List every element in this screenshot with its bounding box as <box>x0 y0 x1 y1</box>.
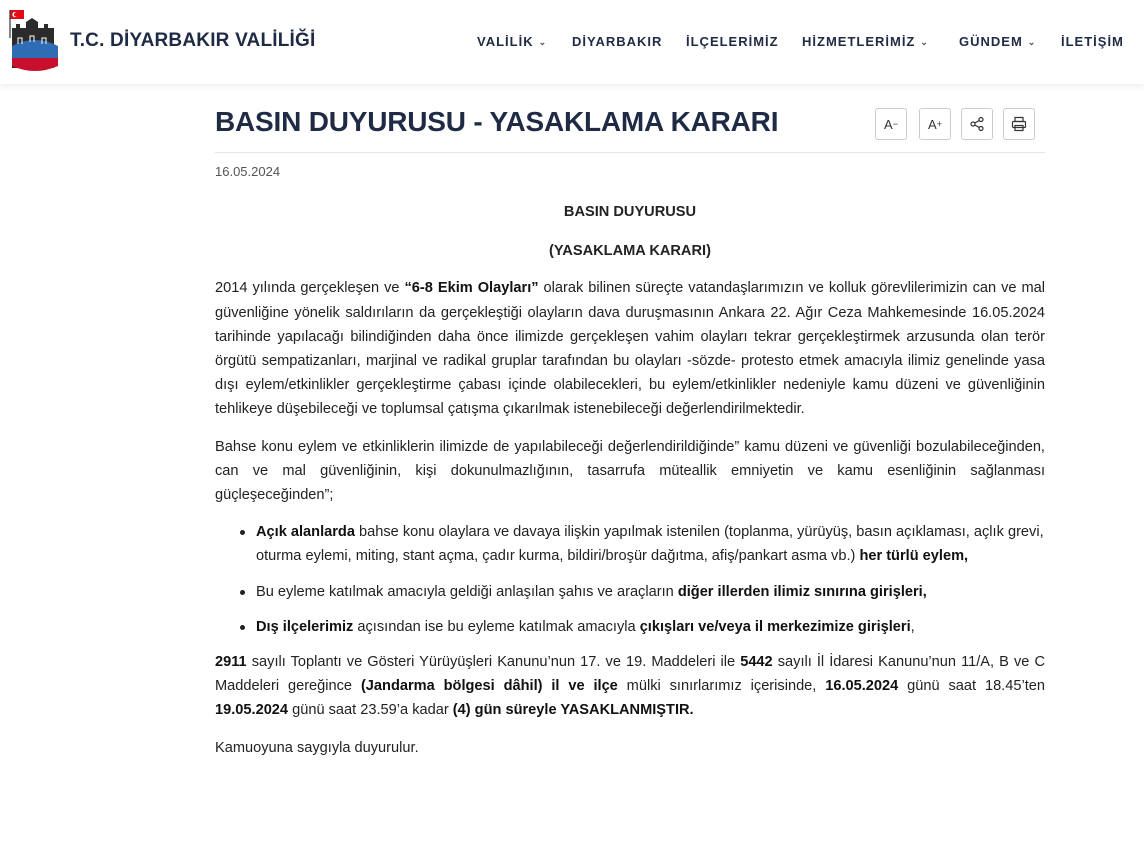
text-bold: 16.05.2024 <box>825 678 899 695</box>
nav-label: HİZMETLERİMİZ <box>802 34 916 49</box>
text-span: mülki sınırlarımız içerisinde, <box>617 678 826 695</box>
text-span: bahse konu olaylara ve davaya ilişkin yapılmak istenilen (toplanma, yürüyüş, basın açıklaması, açlık grevi, oturma eylemi, miting, stant açma, çadır kurma, bildiri/broşür dağıtma, afiş/pankart asma vb.) <box>256 524 1044 565</box>
nav-label: VALİLİK <box>477 34 534 49</box>
text-span: , <box>910 618 915 635</box>
text-span: günü saat 18.45’ten <box>898 678 1046 695</box>
text-span: sayılı Toplantı ve Gösteri Yürüyüşleri Kanunu’nun 17. ve 19. Maddeleri ile <box>246 654 741 671</box>
article-tools <box>875 108 1045 140</box>
article-date: 16.05.2024 <box>215 164 281 179</box>
site-header <box>0 0 1144 84</box>
nav-item-ilcelerimiz[interactable] <box>686 34 779 49</box>
list-item <box>215 580 1045 604</box>
decrease-font-button[interactable] <box>875 108 907 140</box>
share-button[interactable] <box>961 108 993 140</box>
text-span: günü saat 23.59’a kadar <box>288 702 453 719</box>
text-span: Bu eyleme katılmak amacıyla geldiği anlaşılan şahıs ve araçların <box>256 583 678 600</box>
text-bold: “6-8 Ekim Olayları” <box>404 280 539 297</box>
list-item <box>215 520 1045 568</box>
text-bold: çıkışları ve/veya il merkezimize girişleri <box>639 618 911 635</box>
text-bold: diğer illerden ilimiz sınırına girişleri, <box>677 583 927 600</box>
text-span: olarak bilinen süreçte vatandaşlarımızın ve kolluk görevlilerimizin can ve mal güvenliğine yönelik saldırıların da gerçekleştiği olayların dava duruşmasının Ankara 22. Ağır Ceza Mahkemesinde 16.05.2024 tarihinde yapılacağı bilindiğinden daha önce ilimizde gerçekleşen vahim olayları tekrar gerçekleştirmek arzusunda olan terör örgütü sempatizanları, marjinal ve radikal gruplar tarafından bu olayları -sözde- protesto etmek amacıyla ilimiz genelinde yasa dışı eylem/etkinlikler gerçekleştirme çabası içinde olabilecekleri, bu eylem/etkinlikler nedeniyle kamu düzeni ve güvenliğinin tehlikeye düşebileceği ve toplumsal çatışma çıkarılmak istenebileceği değerlendirilmektedir. <box>215 280 1045 418</box>
increase-font-button[interactable] <box>919 108 951 140</box>
body-subheading: (YASAKLAMA KARARI) <box>549 243 711 260</box>
nav-label: İLETİŞİM <box>1061 34 1124 49</box>
text-bold: 2911 <box>215 654 247 671</box>
share-icon <box>969 116 985 132</box>
text-span: açısından ise bu eyleme katılmak amacıyla <box>353 618 640 635</box>
text-bold: (4) gün süreyle YASAKLANMIŞTIR. <box>452 702 694 719</box>
text-bold: 19.05.2024 <box>215 702 289 719</box>
list-item <box>215 615 1045 639</box>
increase-font-sup: + <box>936 119 942 129</box>
text-span: sayılı İl İdaresi Kanunu’nun 11/A, B ve C Maddeleri gereğince <box>215 654 1045 695</box>
chevron-down-icon: ⌄ <box>920 37 929 47</box>
paragraph-1 <box>215 276 1045 421</box>
main-nav <box>0 34 1144 52</box>
nav-label: DİYARBAKIR <box>572 34 663 49</box>
chevron-down-icon: ⌄ <box>1027 37 1037 47</box>
text-bold: (Jandarma bölgesi dâhil) il ve ilçe <box>360 678 618 695</box>
decrease-font-label: A <box>884 116 893 132</box>
nav-item-iletisim[interactable] <box>1061 34 1124 49</box>
article-body <box>215 200 1045 773</box>
nav-item-valilik[interactable] <box>477 34 547 49</box>
nav-label: GÜNDEM <box>959 34 1023 49</box>
text-bold: 5442 <box>740 654 773 671</box>
nav-item-gundem[interactable] <box>959 34 1036 49</box>
ban-list <box>215 520 1045 639</box>
chevron-down-icon: ⌄ <box>538 37 548 47</box>
body-heading: BASIN DUYURUSU <box>563 204 697 220</box>
text-span: 2014 yılında gerçekleşen ve <box>215 280 405 297</box>
nav-label: İLÇELERİMİZ <box>686 34 779 49</box>
paragraph-2: Bahse konu eylem ve etkinliklerin ilimizde de yapılabileceği değerlendirildiğinde” kamu düzeni ve güvenliği bozulabileceğinden, can ve mal güvenliğinin, kişi dokunulmazlığının, tasarrufa müteallik emniyetin ve kamu esenliğinin sağlanması güçleşeceğinden”; <box>215 438 1045 504</box>
paragraph-3 <box>215 650 1045 723</box>
text-bold: Açık alanlarda <box>256 524 355 541</box>
print-icon <box>1011 116 1027 132</box>
nav-item-hizmetlerimiz[interactable] <box>802 34 929 49</box>
closing-line: Kamuoyuna saygıyla duyurulur. <box>215 739 419 756</box>
site-title[interactable]: T.C. DİYARBAKIR VALİLİĞİ <box>70 30 316 51</box>
text-bold: Dış ilçelerimiz <box>256 618 354 635</box>
increase-font-label: A <box>928 116 937 132</box>
decrease-font-sup: − <box>892 119 898 129</box>
text-bold: her türlü eylem, <box>859 548 969 565</box>
title-divider <box>215 152 1045 153</box>
print-button[interactable] <box>1003 108 1035 140</box>
nav-item-diyarbakir[interactable] <box>572 34 662 49</box>
page-title: BASIN DUYURUSU - YASAKLAMA KARARI <box>215 106 779 137</box>
